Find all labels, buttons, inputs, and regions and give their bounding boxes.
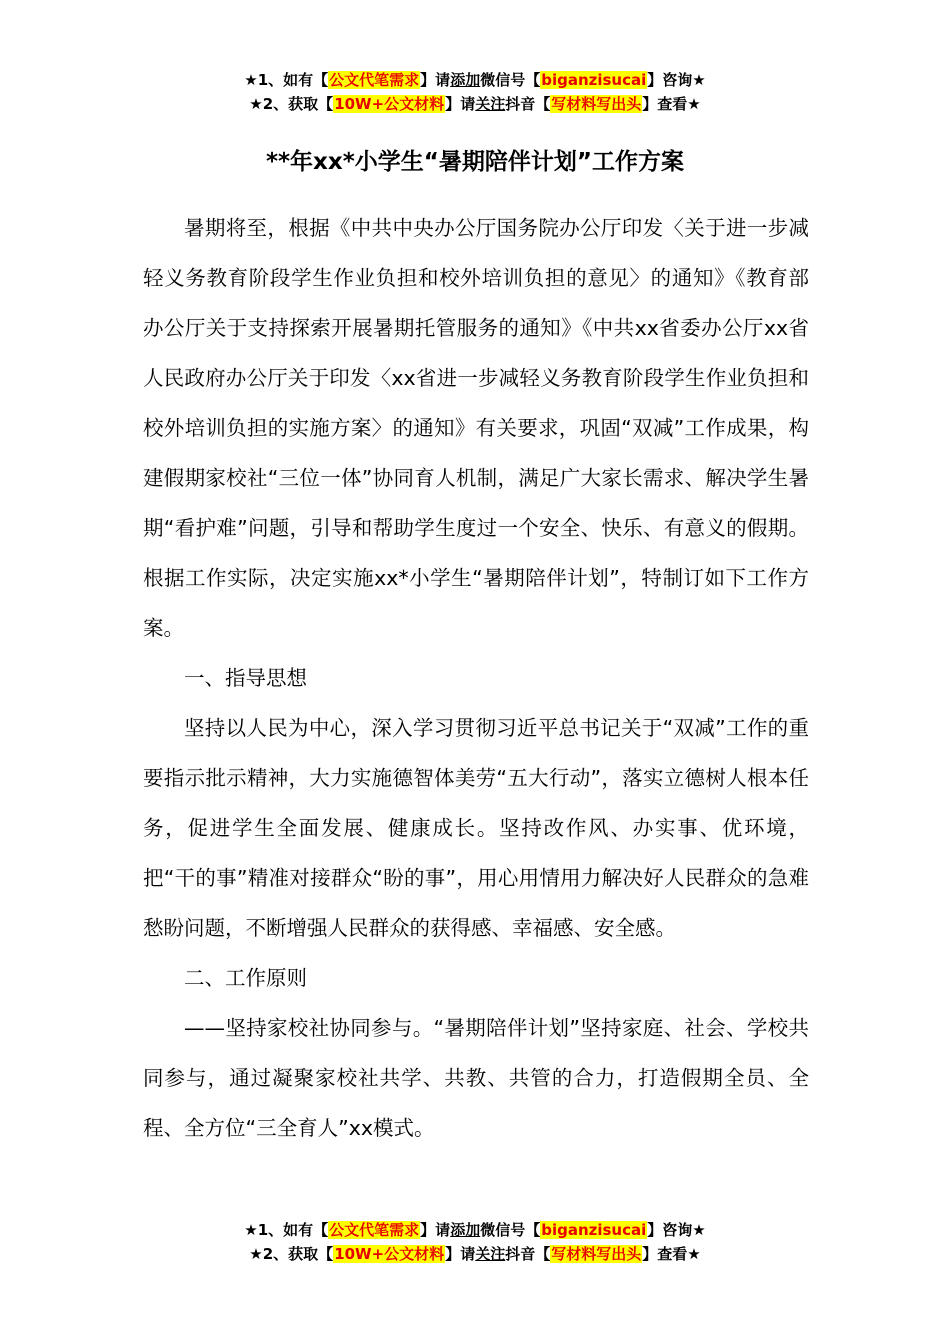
promo-text: 】请: [420, 1221, 451, 1239]
promo-emphasis: 关注: [475, 95, 506, 113]
promo-text: ★2、获取【: [249, 95, 334, 113]
promo-text: ★2、获取【: [249, 1245, 334, 1263]
promo-text: 】咨询★: [647, 1221, 706, 1239]
promo-text: 】请: [420, 71, 451, 89]
promo-text: 】查看★: [642, 1245, 701, 1263]
promo-text: 】咨询★: [647, 71, 706, 89]
highlight-wechat-id: biganzisucai: [541, 71, 647, 89]
promo-line-1: [0, 1218, 950, 1242]
highlight-wechat-id: biganzisucai: [541, 1221, 647, 1239]
paragraph-intro: 暑期将至，根据《中共中央办公厅国务院办公厅印发〈关于进一步减轻义务教育阶段学生作业负担和校外培训负担的意见〉的通知》《教育部办公厅关于支持探索开展暑期托管服务的通知》《中共xx省委办公厅xx省人民政府办公厅关于印发〈xx省进一步减轻义务教育阶段学生作业负担和校外培训负担的实施方案〉的通知》有关要求，巩固“双减”工作成果，构建假期家校社“三位一体”协同育人机制，满足广大家长需求、解决学生暑期“看护难”问题，引导和帮助学生度过一个安全、快乐、有意义的假期。根据工作实际，决定实施xx*小学生“暑期陪伴计划”，特制订如下工作方案。: [143, 216, 809, 640]
highlight-materials: 10W+公文材料: [334, 95, 445, 113]
promo-text: ★1、如有【: [244, 1221, 329, 1239]
promo-text: 微信号【: [480, 1221, 541, 1239]
document-title: **年xx*小学生“暑期陪伴计划”工作方案: [266, 149, 684, 175]
promo-line-1: [0, 68, 950, 92]
highlight-service: 公文代笔需求: [329, 71, 420, 89]
promo-text: 】请: [445, 1245, 476, 1263]
promo-emphasis: 添加: [450, 71, 481, 89]
section-heading-guiding-ideology: 一、指导思想: [184, 666, 307, 690]
highlight-douyin-account: 写材料写出头: [551, 95, 642, 113]
section-heading-work-principles: 二、工作原则: [184, 966, 307, 990]
promo-text: 】请: [445, 95, 476, 113]
paragraph-guiding-ideology: 坚持以人民为中心，深入学习贯彻习近平总书记关于“双减”工作的重要指示批示精神，大力实施德智体美劳“五大行动”，落实立德树人根本任务，促进学生全面发展、健康成长。坚持改作风、办实事、优环境，把“干的事”精准对接群众“盼的事”，用心用情用力解决好人民群众的急难愁盼问题，不断增强人民群众的获得感、幸福感、安全感。: [143, 716, 809, 940]
promo-emphasis: 添加: [450, 1221, 481, 1239]
promo-line-2: [0, 92, 950, 116]
document-body: [143, 203, 809, 1153]
highlight-materials: 10W+公文材料: [334, 1245, 445, 1263]
promo-emphasis: 关注: [475, 1245, 506, 1263]
promo-text: 抖音【: [505, 1245, 551, 1263]
promo-text: 抖音【: [505, 95, 551, 113]
highlight-douyin-account: 写材料写出头: [551, 1245, 642, 1263]
paragraph-principle-1: ——坚持家校社协同参与。“暑期陪伴计划”坚持家庭、社会、学校共同参与，通过凝聚家校社共学、共教、共管的合力，打造假期全员、全程、全方位“三全育人”xx模式。: [143, 1016, 809, 1140]
promo-line-2: [0, 1242, 950, 1266]
promo-banner-bottom: [0, 1218, 950, 1266]
highlight-service: 公文代笔需求: [329, 1221, 420, 1239]
promo-text: ★1、如有【: [244, 71, 329, 89]
promo-text: 】查看★: [642, 95, 701, 113]
promo-text: 微信号【: [480, 71, 541, 89]
promo-banner-top: [0, 68, 950, 116]
